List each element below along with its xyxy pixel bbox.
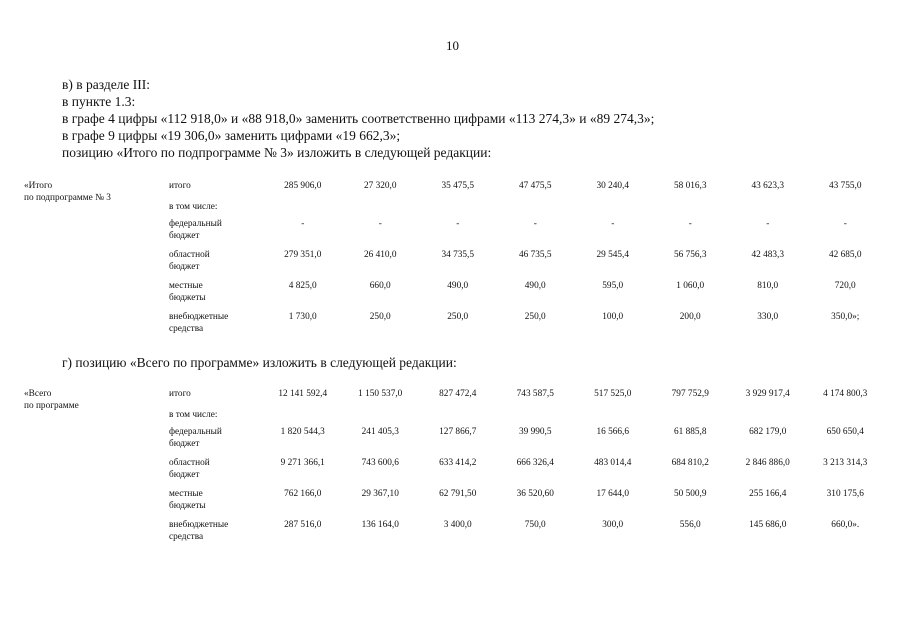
- row-label-line: внебюджетные: [169, 520, 229, 530]
- table-cell: 43 755,0: [828, 181, 862, 191]
- table-row: [24, 180, 884, 201]
- row-label-line: бюджеты: [169, 293, 206, 303]
- table-cell: 9 271 366,1: [280, 458, 325, 468]
- row-label: [169, 218, 264, 249]
- table-cell: [729, 409, 807, 426]
- table-cell: 750,0: [524, 520, 546, 530]
- row-label: [169, 388, 264, 409]
- table-cell: 42 685,0: [828, 250, 862, 260]
- paragraph-section-3: в) в разделе III:: [62, 77, 151, 92]
- table-cell: -: [456, 219, 460, 229]
- table-cell: 1 150 537,0: [358, 389, 403, 399]
- table-cell: 743 600,6: [361, 458, 399, 468]
- row-label: [169, 519, 264, 550]
- table-cell: [807, 409, 885, 426]
- table-cell: 29 367,10: [361, 489, 399, 499]
- table-cell: 1 060,0: [676, 281, 705, 291]
- table-cell: 1 820 544,3: [280, 427, 325, 437]
- table-cell: 310 175,6: [826, 489, 864, 499]
- table-cell: 743 587,5: [516, 389, 554, 399]
- table-cell: 16 566,6: [596, 427, 630, 437]
- table-cell: 43 623,3: [751, 181, 785, 191]
- table-cell: 58 016,3: [673, 181, 707, 191]
- row-label: [169, 249, 264, 280]
- table-cell: 56 756,3: [673, 250, 707, 260]
- table-cell: [419, 201, 497, 218]
- table-cell: 3 929 917,4: [745, 389, 790, 399]
- table-cell: 330,0: [757, 312, 779, 322]
- table-cell: 827 472,4: [439, 389, 477, 399]
- table-cell: 136 164,0: [361, 520, 399, 530]
- table-cell: 241 405,3: [361, 427, 399, 437]
- table-cell: 26 410,0: [363, 250, 397, 260]
- table-cell: [342, 409, 420, 426]
- table-cell: 279 351,0: [284, 250, 322, 260]
- table-cell: 762 166,0: [284, 489, 322, 499]
- table-cell: 4 825,0: [288, 281, 317, 291]
- table-cell: 660,0: [369, 281, 391, 291]
- row-label-line: федеральный: [169, 219, 222, 229]
- row-label-line: бюджет: [169, 470, 200, 480]
- table-cell: 3 213 314,3: [823, 458, 868, 468]
- row-label-line: бюджеты: [169, 501, 206, 511]
- caption-line: «Итого: [24, 181, 53, 191]
- table-cell: [342, 201, 420, 218]
- table-cell: 285 906,0: [284, 181, 322, 191]
- table-cell: 27 320,0: [363, 181, 397, 191]
- table-cell: -: [766, 219, 770, 229]
- table-cell: -: [688, 219, 692, 229]
- paragraph-column-4: в графе 4 цифры «112 918,0» и «88 918,0» заменить соответственно цифрами «113 274,3» и «89 274,3»;: [62, 111, 655, 126]
- paragraph-itogo-position: позицию «Итого по подпрограмме № 3» изложить в следующей редакции:: [62, 145, 492, 160]
- table-cell: 62 791,50: [439, 489, 477, 499]
- row-label-line: местные: [169, 489, 203, 499]
- table-cell: 666 326,4: [516, 458, 554, 468]
- table-cell: 50 500,9: [673, 489, 707, 499]
- row-label: [169, 409, 264, 426]
- row-label-line: бюджет: [169, 439, 200, 449]
- row-label-line: бюджет: [169, 231, 200, 241]
- table-program-total: [24, 388, 884, 550]
- table-cell: 797 752,9: [671, 389, 709, 399]
- table-cell: 46 735,5: [518, 250, 552, 260]
- table-cell: 483 014,4: [594, 458, 632, 468]
- caption-line: по подпрограмме № 3: [24, 193, 111, 203]
- table-cell: -: [611, 219, 615, 229]
- row-label: [169, 201, 264, 218]
- table-cell: 660,0».: [831, 520, 860, 530]
- row-label: [169, 180, 264, 201]
- table-cell: [729, 201, 807, 218]
- table-cell: 17 644,0: [596, 489, 630, 499]
- table-cell: -: [533, 219, 537, 229]
- table-cell: 720,0: [834, 281, 856, 291]
- row-label-line: областной: [169, 458, 210, 468]
- table-cell: 39 990,5: [518, 427, 552, 437]
- row-label: [169, 488, 264, 519]
- caption-line: по программе: [24, 401, 79, 411]
- table-cell: 682 179,0: [749, 427, 787, 437]
- row-label-line: итого: [169, 181, 191, 191]
- row-label: [169, 426, 264, 457]
- table-cell: [807, 201, 885, 218]
- table-cell: 300,0: [602, 520, 624, 530]
- table-cell: 100,0: [602, 312, 624, 322]
- table-cell: [497, 409, 575, 426]
- table-cell: -: [843, 219, 847, 229]
- table-cell: [574, 409, 652, 426]
- caption-line: «Всего: [24, 389, 52, 399]
- page-number: 10: [446, 38, 459, 53]
- table-cell: 2 846 886,0: [745, 458, 790, 468]
- table-cell: 490,0: [524, 281, 546, 291]
- table-cell: 47 475,5: [518, 181, 552, 191]
- table-subprogram-3-total: [24, 180, 884, 342]
- table-cell: 42 483,3: [751, 250, 785, 260]
- row-label: [169, 280, 264, 311]
- table-cell: 250,0: [447, 312, 469, 322]
- table-cell: [419, 409, 497, 426]
- row-label-line: итого: [169, 389, 191, 399]
- row-label: [169, 457, 264, 488]
- table-cell: -: [378, 219, 382, 229]
- table-cell: 1 730,0: [288, 312, 317, 322]
- table-row: [24, 388, 884, 409]
- table-cell: 30 240,4: [596, 181, 630, 191]
- table-cell: -: [301, 219, 305, 229]
- table-cell: 250,0: [524, 312, 546, 322]
- row-label-line: внебюджетные: [169, 312, 229, 322]
- table-cell: 61 885,8: [673, 427, 707, 437]
- row-label-line: в том числе:: [169, 410, 218, 420]
- table-cell: 517 525,0: [594, 389, 632, 399]
- table-cell: 684 810,2: [671, 458, 709, 468]
- row-label-line: местные: [169, 281, 203, 291]
- table-cell: [574, 201, 652, 218]
- row-label-line: средства: [169, 532, 204, 542]
- table-cell: 127 866,7: [439, 427, 477, 437]
- row-label-line: средства: [169, 324, 204, 334]
- table-cell: [652, 409, 730, 426]
- table-cell: 350,0»;: [831, 312, 860, 322]
- table-cell: 34 735,5: [441, 250, 475, 260]
- table-cell: 4 174 800,3: [823, 389, 868, 399]
- paragraph-column-9: в графе 9 цифры «19 306,0» заменить цифрами «19 662,3»;: [62, 128, 401, 143]
- table-cell: 12 141 592,4: [278, 389, 328, 399]
- table-cell: [652, 201, 730, 218]
- table-cell: 250,0: [369, 312, 391, 322]
- table-cell: 287 516,0: [284, 520, 322, 530]
- row-label-line: бюджет: [169, 262, 200, 272]
- table-cell: 35 475,5: [441, 181, 475, 191]
- table-cell: 200,0: [679, 312, 701, 322]
- row-label-line: федеральный: [169, 427, 222, 437]
- table-cell: 36 520,60: [516, 489, 554, 499]
- table-caption: [24, 388, 169, 550]
- table-cell: 255 166,4: [749, 489, 787, 499]
- table-cell: 145 686,0: [749, 520, 787, 530]
- table-cell: 810,0: [757, 281, 779, 291]
- table-cell: 556,0: [679, 520, 701, 530]
- table-cell: 29 545,4: [596, 250, 630, 260]
- table-caption: [24, 180, 169, 342]
- table-cell: 650 650,4: [826, 427, 864, 437]
- paragraph-point-1-3: в пункте 1.3:: [62, 94, 136, 109]
- table-cell: 490,0: [447, 281, 469, 291]
- table-cell: [264, 201, 342, 218]
- row-label: [169, 311, 264, 342]
- paragraph-vsego-position: г) позицию «Всего по программе» изложить в следующей редакции:: [62, 355, 457, 370]
- row-label-line: областной: [169, 250, 210, 260]
- table-cell: 3 400,0: [443, 520, 472, 530]
- table-cell: 595,0: [602, 281, 624, 291]
- table-cell: [497, 201, 575, 218]
- table-cell: [264, 409, 342, 426]
- row-label-line: в том числе:: [169, 202, 218, 212]
- table-cell: 633 414,2: [439, 458, 477, 468]
